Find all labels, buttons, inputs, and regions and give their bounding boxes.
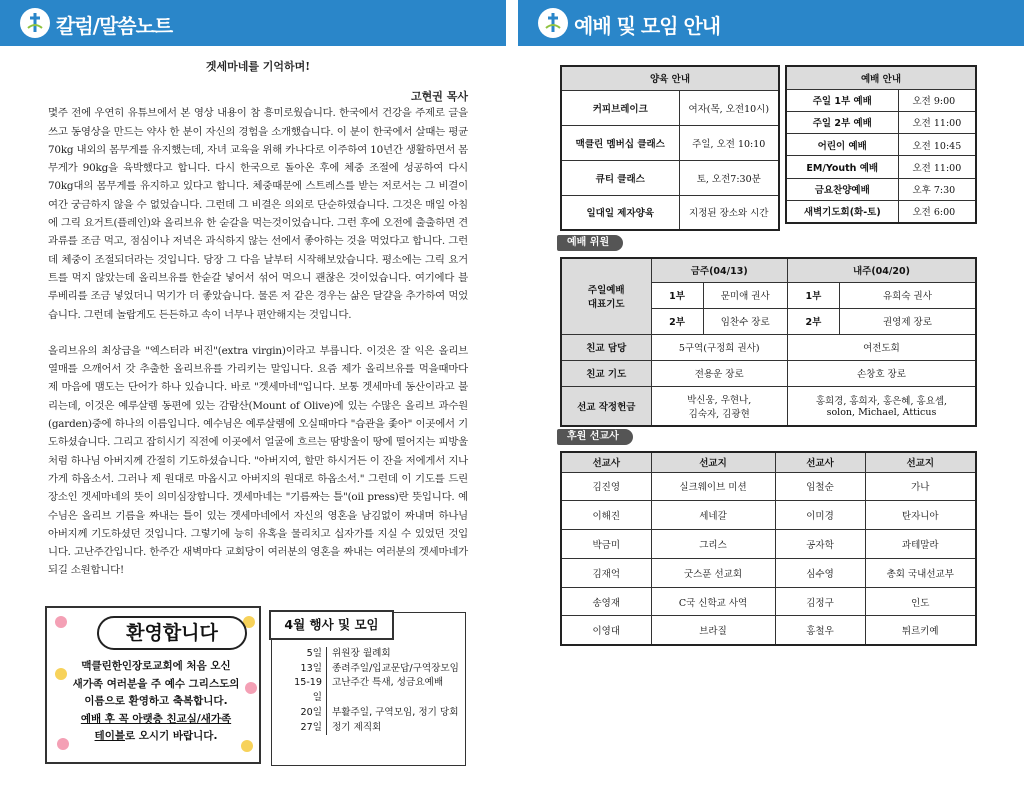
table-row bbox=[561, 334, 976, 360]
column-paragraph: 몇주 전에 우연히 유튜브에서 본 영상 내용이 참 흥미로웠습니다. 한국에서 건강을 주제로 글을 쓰고 동영상을 만드는 약사 한 분이 자신의 경험을 소개했습니다. 이 분이 한국에서 살때는 평균 70kg 내외의 몸무게를 유지했는데, 자녀 교육을 위해 카나다로 이주하여 10년간 생활하면서 몸무게가 90kg을 육박했다고 합니다. 다시 한국으로 돌아온 후에 체중 조절에 성공하여 다시 70kg대의 몸무게를 유지하고 있다고 합니다. 체중때문에 스트레스를 받는 저로서는 그 비결이 여간 궁금하지 않을 수 없었습니다. 그런데 그 비결은 의외로 단순하였습니다. 그것은 매일 아침에 그릭 요거트(플레인)와 올리브유 한 숟갈을 먹는것이었습니다. 그런 후에 오전에 출출하면 견과류를 조금 먹고, 점심이나 저녁은 과식하지 않는 선에서 좋아하는 것을 먹었다고 합니다. 그런데 체중이 조절되더라는 것입니다. 당장 그 다음 날부터 시작해보았습니다. 평소에는 그릭 요거트를 먹지 않았는데 올리브유를 한숟갈 넣어서 섞어 먹으니 괜찮은 것이었습니다. 여기에다 블루베리를 조금 넣었더니 먹기가 더 좋았습니다. 물론 저 같은 경우는 삶은 달걀을 추가하여 먹었습니다. 그런데 놀랍게도 든든하고 속이 너무나 편안해지는 것입니다. bbox=[48, 107, 468, 321]
event-date: 20일 bbox=[300, 706, 322, 718]
missionary-name: 홍철우 bbox=[775, 616, 865, 645]
welcome-title: 환영합니다 bbox=[97, 616, 247, 650]
table-row bbox=[561, 386, 976, 426]
missionary-name: 김정구 bbox=[775, 587, 865, 616]
missions-section-tag: 후원 선교사 bbox=[557, 429, 633, 445]
events-box bbox=[271, 612, 466, 766]
welcome-line bbox=[61, 728, 251, 746]
program-name: 큐티 클래스 bbox=[561, 160, 679, 195]
column-header: 선교사 bbox=[561, 452, 651, 472]
fellowship-this: 5구역(구정희 권사) bbox=[651, 334, 787, 360]
fellowship-next: 여전도회 bbox=[787, 334, 976, 360]
staff-name: 임찬수 장로 bbox=[703, 308, 787, 334]
event-item bbox=[290, 706, 459, 721]
service-number: 1부 bbox=[787, 282, 839, 308]
welcome-line: 맥클린한인장로교회에 처음 오신 bbox=[81, 660, 231, 672]
mission-field: 탄자니아 bbox=[865, 501, 976, 530]
service-number: 1부 bbox=[651, 282, 703, 308]
table-row bbox=[561, 587, 976, 616]
service-name: 어린이 예배 bbox=[786, 134, 898, 156]
event-item bbox=[290, 662, 459, 677]
church-logo-icon bbox=[20, 8, 50, 38]
mission-field: 실크웨이브 미션 bbox=[651, 472, 775, 501]
table-row bbox=[786, 156, 976, 178]
column-paragraph: 올리브유의 최상급을 "엑스터라 버진"(extra virgin)이라고 부릅니다. 이것은 잘 익은 올리브 열매를 으깨어서 갓 추출한 올리브유를 가리키는 말입니다. 요즘 제가 올리브유를 먹을때마다 제 마음에 맴도는 단어가 하나 있습니다. 바로 "겟세마네"입니다. 보통 겟세마네 동산이라고 불리는데, 이것은 예루살렘 동편에 있는 감람산(Mount of Olive)에 있는 수많은 올리브 과수원(garden)중에 하나의 이름입니다. 예수님은 예루살렘에 오실때마다 "습관을 좇아" 이곳에서 기도하셨습니다. 그리고 잡히시기 직전에 이곳에서 얼굴에 흐르는 땀방울이 땅에 떨어지는 피방울처럼 하나님 아버지께 간절히 기도하셨습니다. "아버지여, 할만 하시거든 이 잔을 저에게서 지나가게 하옵소서. 그러나 제 원대로 마옵시고 아버지의 원대로 하옵소서." 그런데 이 기도를 드린 장소인 겟세마네의 뜻이 의미심장합니다. 겟세마네는 "기름짜는 틀"(oil press)란 뜻입니다. 예수님은 올리브 기름을 짜내는 틀이 있는 겟세마네에서 자신의 영혼을 남김없이 짜내며 하나님 아버지께 기도하셨던 것입니다. 그렇기에 능히 유혹을 물리치고 십자가를 지실 수 있었던 것입니다. 고난주간입니다. 한주간 새벽마다 교회당이 여러분의 영혼을 짜내는 여러분의 겟세마네가 되길 소원합니다! bbox=[48, 344, 468, 577]
column-header: 선교사 bbox=[775, 452, 865, 472]
staff-name: 유희숙 권사 bbox=[839, 282, 976, 308]
program-time: 토, 오전7:30분 bbox=[679, 160, 779, 195]
events-title: 4월 행사 및 모임 bbox=[269, 610, 394, 640]
column-header: 선교지 bbox=[651, 452, 775, 472]
program-time: 여자(목, 오전10시) bbox=[679, 90, 779, 125]
missionary-name: 박금미 bbox=[561, 530, 651, 559]
program-name: 일대일 제자양육 bbox=[561, 195, 679, 230]
table-row bbox=[561, 530, 976, 559]
missionary-name: 송영재 bbox=[561, 587, 651, 616]
worship-header: 예배 안내 bbox=[786, 66, 976, 89]
table-row bbox=[786, 178, 976, 200]
table-row bbox=[561, 472, 976, 501]
education-header: 양육 안내 bbox=[561, 66, 779, 90]
mission-field: 튀르키예 bbox=[865, 616, 976, 645]
service-name: 주일 1부 예배 bbox=[786, 89, 898, 111]
table-row bbox=[561, 558, 976, 587]
welcome-underlined: 테이블 bbox=[94, 730, 125, 742]
mission-field: 총회 국내선교부 bbox=[865, 558, 976, 587]
welcome-line-rest: 로 오시기 바랍니다. bbox=[124, 730, 218, 742]
missionary-name: 김진영 bbox=[561, 472, 651, 501]
service-name: EM/Youth 예배 bbox=[786, 156, 898, 178]
event-text: 정기 제직회 bbox=[326, 721, 381, 736]
missionary-name: 이미경 bbox=[775, 501, 865, 530]
event-item bbox=[290, 676, 459, 705]
service-time: 오전 9:00 bbox=[898, 89, 976, 111]
mission-field: 인도 bbox=[865, 587, 976, 616]
service-time: 오전 6:00 bbox=[898, 200, 976, 222]
welcome-underlined: 친교실/새가족 bbox=[166, 712, 232, 725]
welcome-line: 새가족 여러분을 주 예수 그리스도의 bbox=[72, 677, 240, 690]
column-author: 고현권 목사 bbox=[411, 90, 468, 104]
event-item bbox=[290, 721, 459, 736]
service-name: 금요찬양예배 bbox=[786, 178, 898, 200]
event-item bbox=[290, 647, 459, 662]
welcome-line bbox=[61, 711, 251, 729]
service-time: 오전 10:45 bbox=[898, 134, 976, 156]
worship-staff-table bbox=[560, 257, 977, 427]
right-header-bar bbox=[518, 0, 1024, 46]
column-article bbox=[48, 58, 468, 580]
missionaries-table bbox=[560, 451, 977, 646]
prayer-label: 주일예배 대표기도 bbox=[561, 258, 651, 334]
table-row bbox=[786, 89, 976, 111]
event-date: 13일 bbox=[300, 662, 322, 674]
table-row bbox=[561, 501, 976, 530]
service-number: 2부 bbox=[787, 308, 839, 334]
table-row bbox=[786, 200, 976, 222]
program-name: 커피브레이크 bbox=[561, 90, 679, 125]
event-date: 5일 bbox=[306, 648, 322, 659]
offering-line: 김숙자, 김광현 bbox=[688, 408, 750, 420]
column-header: 선교지 bbox=[865, 452, 976, 472]
missionary-name: 공자학 bbox=[775, 530, 865, 559]
left-header-bar bbox=[0, 0, 506, 46]
missionary-name: 김재억 bbox=[561, 558, 651, 587]
welcome-line: 이름으로 환영하고 축복합니다. bbox=[84, 695, 228, 707]
church-logo-icon bbox=[538, 8, 568, 38]
welcome-text bbox=[61, 658, 251, 746]
mission-field: 그리스 bbox=[651, 530, 775, 559]
table-row bbox=[561, 360, 976, 386]
event-text: 고난주간 특새, 성금요예배 bbox=[326, 676, 443, 705]
staff-name: 권영제 장로 bbox=[839, 308, 976, 334]
missionary-name: 심수영 bbox=[775, 558, 865, 587]
offering-label: 선교 작정헌금 bbox=[561, 386, 651, 426]
right-page-title: 예배 및 모임 안내 bbox=[574, 14, 721, 38]
mission-field: 가나 bbox=[865, 472, 976, 501]
staff-name: 문미애 권사 bbox=[703, 282, 787, 308]
flower-icon bbox=[55, 616, 67, 628]
column-title: 겟세마네를 기억하며! bbox=[205, 60, 311, 73]
worship-table bbox=[785, 65, 977, 224]
next-week-header: 내주(04/20) bbox=[787, 258, 976, 282]
mission-field: 굿스푼 선교회 bbox=[651, 558, 775, 587]
table-row bbox=[561, 160, 779, 195]
table-row bbox=[561, 195, 779, 230]
table-row bbox=[561, 125, 779, 160]
service-number: 2부 bbox=[651, 308, 703, 334]
table-row bbox=[561, 90, 779, 125]
welcome-underlined: 예배 후 꼭 아랫층 bbox=[80, 712, 167, 725]
program-time: 주일, 오전 10:10 bbox=[679, 125, 779, 160]
events-list bbox=[290, 647, 459, 735]
service-name: 주일 2부 예배 bbox=[786, 111, 898, 133]
fellowship-prayer-label: 친교 기도 bbox=[561, 360, 651, 386]
missionary-name: 이영대 bbox=[561, 616, 651, 645]
offering-line: 홍희경, 홍희자, 홍은혜, 홍요셉, bbox=[815, 396, 948, 408]
mission-field: C국 신학교 사역 bbox=[651, 587, 775, 616]
welcome-box bbox=[45, 606, 261, 764]
offering-line: solon, Michael, Atticus bbox=[826, 407, 937, 419]
staff-section-tag: 예배 위원 bbox=[557, 235, 623, 251]
service-time: 오전 11:00 bbox=[898, 111, 976, 133]
offering-next bbox=[787, 386, 976, 426]
offering-line: 박신웅, 우현나, bbox=[687, 394, 752, 406]
mission-field: 브라질 bbox=[651, 616, 775, 645]
event-text: 위원장 월례회 bbox=[326, 647, 391, 662]
event-date: 27일 bbox=[300, 721, 322, 733]
table-row bbox=[786, 111, 976, 133]
left-page-title: 칼럼/말씀노트 bbox=[56, 14, 173, 38]
mission-field: 세네갈 bbox=[651, 501, 775, 530]
offering-this bbox=[651, 386, 787, 426]
service-time: 오전 11:00 bbox=[898, 156, 976, 178]
event-text: 종려주일/입교문답/구역장모임 bbox=[326, 662, 459, 677]
program-time: 지정된 장소와 시간 bbox=[679, 195, 779, 230]
event-date: 15-19일 bbox=[294, 677, 322, 704]
service-name: 새벽기도회(화-토) bbox=[786, 200, 898, 222]
fellowship-prayer-this: 전용운 장로 bbox=[651, 360, 787, 386]
table-row bbox=[786, 134, 976, 156]
fellowship-label: 친교 담당 bbox=[561, 334, 651, 360]
this-week-header: 금주(04/13) bbox=[651, 258, 787, 282]
service-time: 오후 7:30 bbox=[898, 178, 976, 200]
table-row bbox=[561, 616, 976, 645]
mission-field: 과테말라 bbox=[865, 530, 976, 559]
education-table bbox=[560, 65, 780, 231]
missionary-name: 이해진 bbox=[561, 501, 651, 530]
fellowship-prayer-next: 손창호 장로 bbox=[787, 360, 976, 386]
missionary-name: 임철순 bbox=[775, 472, 865, 501]
program-name: 맥클린 멤버십 클래스 bbox=[561, 125, 679, 160]
event-text: 부활주일, 구역모임, 정기 당회 bbox=[326, 706, 458, 721]
